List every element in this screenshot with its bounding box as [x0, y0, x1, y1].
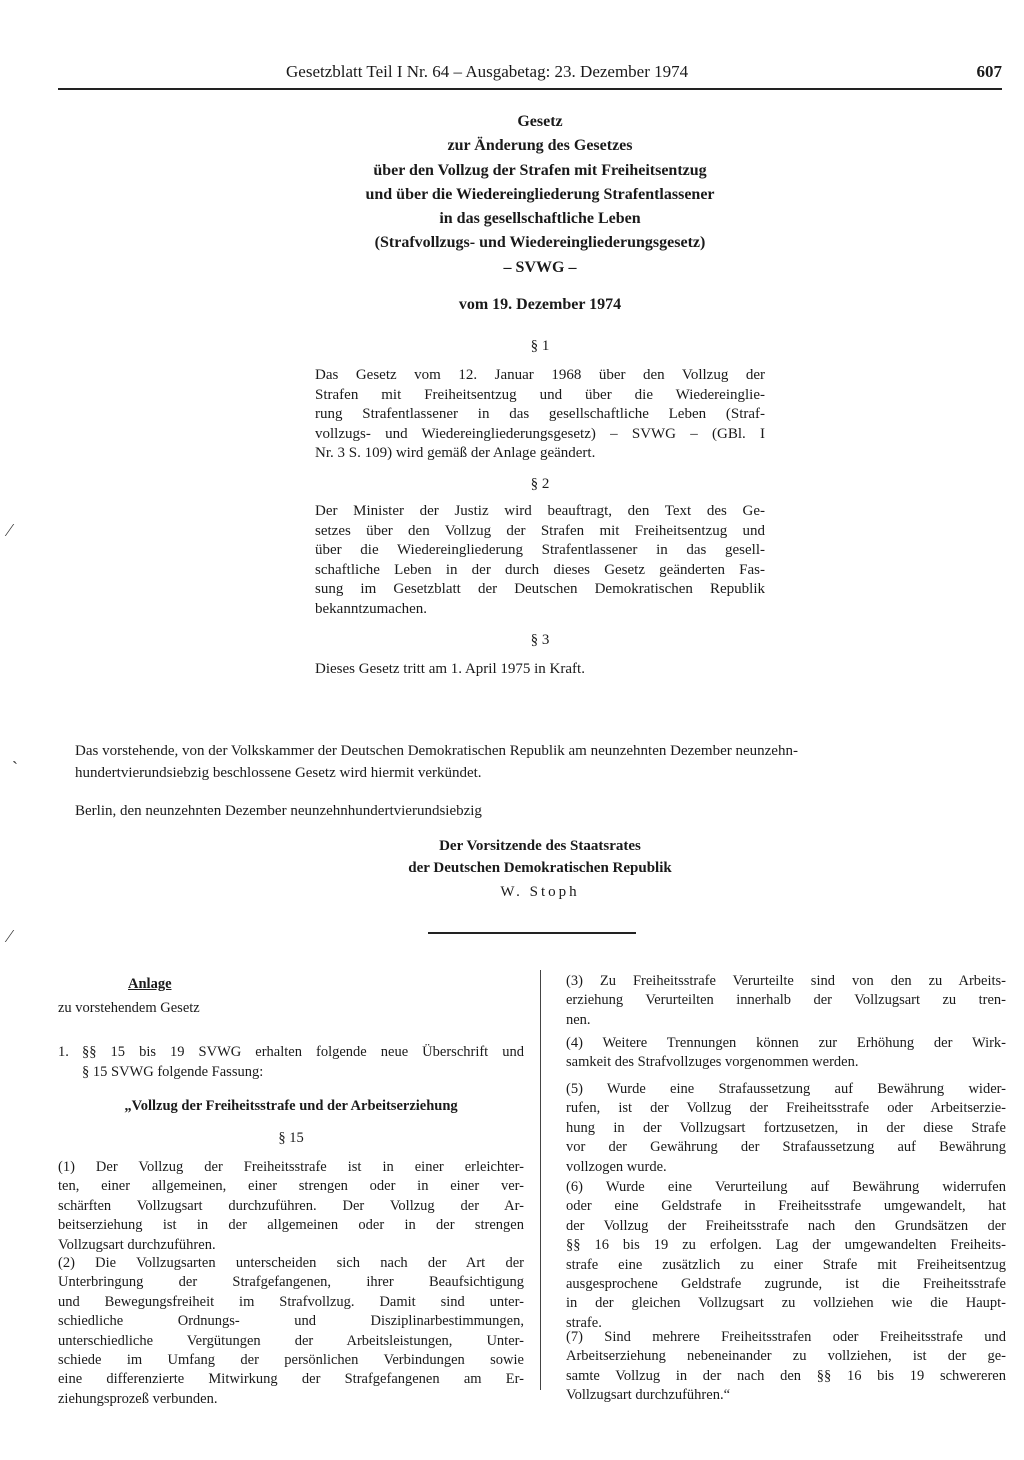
text-line: schärften Vollzugsart durchzuführen. Der Vollzug der Ar-	[58, 1197, 524, 1214]
text-line: eine differenzierte Mitwirkung der Strafgefangenen am Er-	[58, 1371, 524, 1388]
text-line: §§ 15 bis 19 SVWG erhalten folgende neue Überschrift und	[82, 1044, 524, 1060]
title-line: zur Änderung des Gesetzes	[447, 137, 633, 155]
column-rule	[540, 970, 541, 1390]
text-line: Dieses Gesetz tritt am 1. April 1975 in Kraft.	[315, 661, 585, 677]
item-text	[82, 1042, 524, 1082]
proclamation-line: Das vorstehende, von der Volkskammer der Deutschen Demokratischen Republik am neunzehnten Dezember neunzehn-	[75, 743, 798, 759]
text-line: (4) Weitere Trennungen können zur Erhöhung der Wirk-	[566, 1035, 1006, 1051]
section-divider	[428, 932, 636, 934]
text-line: (2) Die Vollzugsarten unterscheiden sich nach der Art der	[58, 1255, 524, 1271]
signatory-name: W. Stoph	[500, 884, 580, 900]
margin-mark: ˋ	[12, 758, 18, 778]
header-text: Gesetzblatt Teil I Nr. 64 – Ausgabetag: 23. Dezember 1974	[286, 62, 689, 81]
text-line: samte Vollzug in der nach den §§ 16 bis 19 schwereren	[566, 1367, 1006, 1384]
text-line: rung Strafentlassener in das gesellschaftliche Leben (Straf-	[315, 406, 765, 422]
text-line: und Bewegungsfreiheit im Strafvollzug. Damit sind unter-	[58, 1293, 524, 1310]
text-line: Strafen mit Freiheitsentzug und über die Wiedereinglie-	[315, 386, 765, 403]
text-line: setzes über den Vollzug der Strafen mit Freiheitsentzug und	[315, 522, 765, 539]
text-line: ausgesprochene Geldstrafe zugrunde, ist die Freiheitsstrafe	[566, 1276, 1006, 1293]
signatory-title: Der Vorsitzende des Staatsrates	[439, 838, 641, 854]
title-line: und über die Wiedereingliederung Strafentlassener	[365, 185, 715, 203]
page-number: 607	[976, 62, 1002, 81]
text-line: (3) Zu Freiheitsstrafe Verurteilte sind von den zu Arbeits-	[566, 973, 1006, 989]
text-line: sung im Gesetzblatt der Deutschen Demokratischen Republik	[315, 581, 765, 597]
paragraph	[58, 1254, 524, 1409]
text-line: Arbeitserziehung nebeneinander zu vollziehen, ist der ge-	[566, 1348, 1006, 1365]
proclamation-line: hundertvierundsiebzig beschlossene Gesetz wird hiermit verkündet.	[75, 765, 482, 781]
text-line: (6) Wurde eine Verurteilung auf Bewährung widerrufen	[566, 1179, 1006, 1195]
section-heading: § 3	[530, 632, 550, 648]
paragraph	[566, 1080, 1006, 1177]
text-line: Vollzugsart durchzuführen.	[58, 1236, 216, 1253]
section-2-text	[315, 502, 765, 619]
title-abbreviation: – SVWG –	[503, 258, 577, 276]
text-line: (1) Der Vollzug der Freiheitsstrafe ist in einer erleichter-	[58, 1159, 524, 1175]
law-date: vom 19. Dezember 1974	[458, 296, 622, 313]
text-line: vollzugs- und Wiedereingliederungsgesetz) – SVWG – (GBl. I	[315, 425, 765, 442]
text-line: § 15 SVWG folgende Fassung:	[82, 1064, 264, 1080]
annex-title: Anlage	[128, 976, 172, 992]
title-line: (Strafvollzugs- und Wiedereingliederungsgesetz)	[374, 234, 706, 252]
text-line: bekanntzumachen.	[315, 600, 428, 617]
text-line: vollzogen wurde.	[566, 1158, 667, 1175]
section-heading: § 1	[530, 338, 550, 354]
title-line: in das gesellschaftliche Leben	[439, 210, 641, 228]
paragraph	[566, 1034, 1006, 1073]
text-line: oder eine Geldstrafe in Freiheitsstrafe umgewandelt, hat	[566, 1198, 1006, 1215]
signatory-title: der Deutschen Demokratischen Republik	[408, 860, 672, 876]
paragraph	[58, 1158, 524, 1255]
text-line: §§ 16 bis 19 zu erfolgen. Lag der umgewandelten Freiheits-	[566, 1237, 1006, 1254]
text-line: schiede im Umfang der persönlichen Verbindungen sowie	[58, 1352, 524, 1369]
section-heading: § 15	[278, 1130, 304, 1146]
text-line: der Vollzug der Freiheitsstrafe nach den Grundsätzen der	[566, 1217, 1006, 1234]
text-line: nen.	[566, 1011, 591, 1028]
item-number: 1.	[58, 1044, 69, 1060]
page-header	[58, 60, 1002, 90]
text-line: Der Minister der Justiz wird beauftragt, den Text des Ge-	[315, 503, 765, 519]
text-line: hung in der Vollzugsart fortzusetzen, in der diese Strafe	[566, 1119, 1006, 1136]
paragraph	[566, 972, 1006, 1030]
title-line: über den Vollzug der Strafen mit Freiheitsentzug	[373, 161, 707, 179]
place-date: Berlin, den neunzehnten Dezember neunzehnhundertvierundsiebzig	[75, 803, 482, 819]
section-3-text	[315, 660, 765, 680]
section-1-text	[315, 366, 765, 464]
text-line: (7) Sind mehrere Freiheitsstrafen oder Freiheitsstrafe und	[566, 1329, 1006, 1345]
text-line: ziehungsprozeß verbunden.	[58, 1390, 218, 1407]
text-line: beitserziehung ist in der allgemeinen oder in der strengen	[58, 1217, 524, 1234]
annex-heading: „Vollzug der Freiheitsstrafe und der Arbeitserziehung	[124, 1098, 458, 1114]
text-line: unterschiedliche Vergütungen der Arbeitsleistungen, Unter-	[58, 1332, 524, 1349]
section-heading: § 2	[530, 476, 550, 492]
text-line: strafe.	[566, 1314, 602, 1331]
annex-subtitle: zu vorstehendem Gesetz	[58, 1000, 200, 1016]
text-line: Nr. 3 S. 109) wird gemäß der Anlage geändert.	[315, 445, 596, 461]
text-line: vor der Gewährung der Strafaussetzung auf Bewährung	[566, 1139, 1006, 1156]
margin-mark: ⁄	[8, 520, 12, 540]
margin-mark: ⁄	[8, 926, 12, 946]
text-line: schiedliche Ordnungs- und Disziplinarbestimmungen,	[58, 1313, 524, 1330]
paragraph	[566, 1328, 1006, 1406]
paragraph	[566, 1178, 1006, 1333]
text-line: strafe eine zusätzlich zu einer Strafe mit Freiheitsentzug	[566, 1256, 1006, 1273]
text-line: rufen, ist der Vollzug der Freiheitsstrafe oder Arbeitserzie-	[566, 1100, 1006, 1117]
text-line: erziehung Verurteilten innerhalb der Vollzugsart zu tren-	[566, 992, 1006, 1009]
title-line: Gesetz	[517, 113, 563, 130]
text-line: Unterbringung der Strafgefangenen, ihrer Beaufsichtigung	[58, 1274, 524, 1291]
text-line: in der gleichen Vollzugsart zu vollziehen wie die Haupt-	[566, 1295, 1006, 1312]
text-line: Das Gesetz vom 12. Januar 1968 über den Vollzug der	[315, 367, 765, 383]
text-line: über die Wiedereingliederung Strafentlassener in das gesell-	[315, 542, 765, 558]
text-line: (5) Wurde eine Strafaussetzung auf Bewährung wider-	[566, 1081, 1006, 1097]
text-line: Vollzugsart durchzuführen.“	[566, 1387, 731, 1404]
text-line: samkeit des Strafvollzuges vorgenommen werden.	[566, 1054, 859, 1071]
law-title	[250, 110, 830, 280]
text-line: ten, einer allgemeinen, einer strengen oder in einer ver-	[58, 1178, 524, 1195]
text-line: schaftliche Leben in der durch dieses Gesetz geänderten Fas-	[315, 561, 765, 578]
